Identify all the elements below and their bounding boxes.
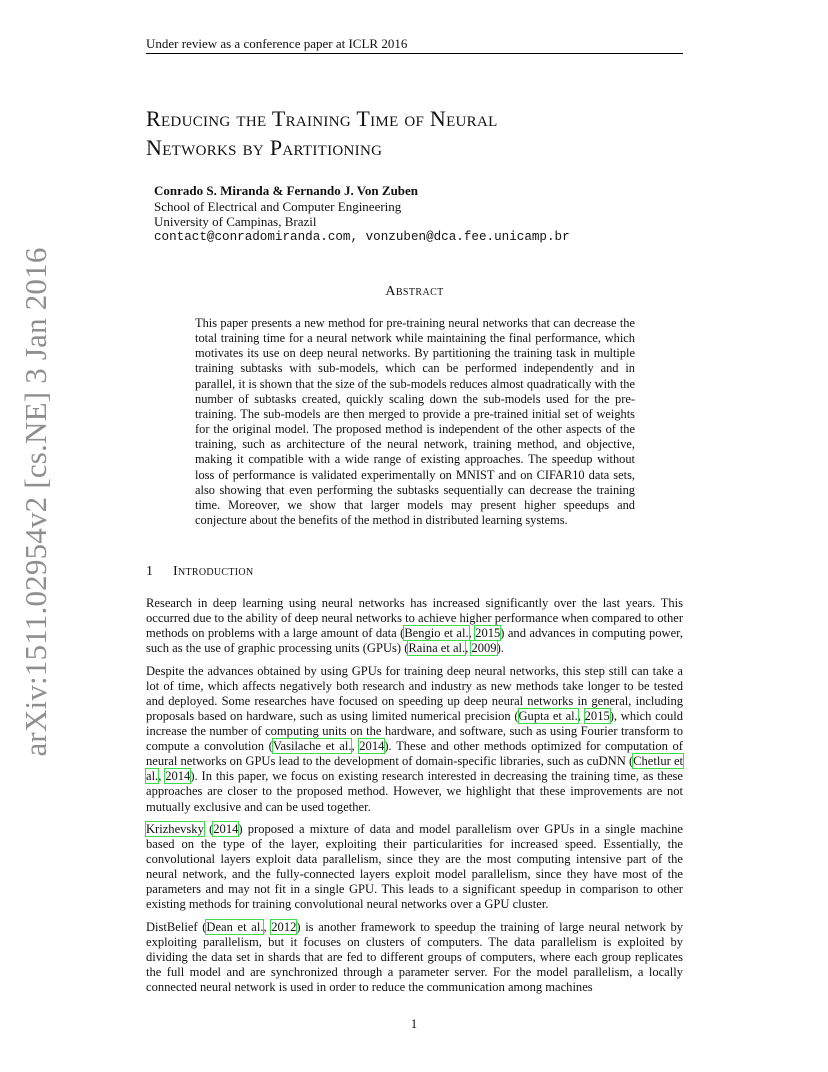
text-run: ). In this paper, we focus on existing research interested in decreasing the training time, as these approaches are closer to the proposed method. However, we highlight that these improvements are not mutually exclusive and can be used together. bbox=[146, 769, 683, 814]
text-run: ). bbox=[496, 641, 504, 656]
citation-link[interactable]: 2015 bbox=[475, 626, 501, 641]
text-run: Research in deep learning using neural networks has increased significantly over the last years. This occurred due to the ability of deep neural networks to achieve higher performance when compared to other methods on problems with a large amount of data ( bbox=[146, 596, 683, 641]
author-names: Conrado S. Miranda & Fernando J. Von Zuben bbox=[154, 183, 419, 198]
citation-link[interactable]: 2009 bbox=[471, 641, 497, 656]
citation-link[interactable]: 2012 bbox=[271, 919, 297, 934]
arxiv-identifier: arXiv:1511.02954v2 [cs.NE] 3 Jan 2016 bbox=[18, 247, 53, 757]
text-run: ) and advances in computing power, such as the use of graphic processing units (GPUs) ( bbox=[146, 626, 683, 656]
title-line-2: Networks by Partitioning bbox=[146, 135, 383, 160]
text-run: , bbox=[263, 919, 272, 934]
author-emails: contact@conradomiranda.com, vonzuben@dca.fee.unicamp.br bbox=[154, 229, 570, 244]
title-line-1: Reducing the Training Time of Neural bbox=[146, 106, 498, 131]
citation-link[interactable]: Dean et al. bbox=[206, 919, 264, 934]
running-head: Under review as a conference paper at ICLR 2016 bbox=[146, 36, 408, 51]
text-run: Despite the advances obtained by using GPUs for training deep neural networks, this step still can take a lot of time, which affects negatively both research and industry as new methods take longer to be tested and deployed. Some researches have focused on speeding up deep neural networks in general, including proposals based on hardware, such as using limited numerical precision ( bbox=[146, 663, 683, 723]
section-number: 1 bbox=[146, 564, 154, 579]
text-run: ( bbox=[203, 821, 214, 836]
affiliation-line-2: University of Campinas, Brazil bbox=[154, 214, 317, 229]
text-run: ) proposed a mixture of data and model parallelism over GPUs in a single machine based on the type of the layer, exploiting their particularities for increased speed. Essentially, the convolutional layers exploit data parallelism, since they are the most computing intensive part of the neural network, and the fully-connected layers exploit model parallelism, since they have most of the parameters and may not fit in a single GPU. This leads to a significant speedup in comparison to other existing methods for training convolutional neural networks over a GPU cluster. bbox=[146, 821, 683, 912]
text-run: ) is another framework to speedup the training of large neural network by exploiting parallelism, but it focuses on clusters of computers. The data parallelism is exploited by dividing the data set in shards that are fed to different groups of computers, where each group replicates the full model and are synchronized through a parameter server. For the model parallelism, a locally connected neural network is used in order to reduce the communication among machines bbox=[146, 919, 684, 995]
section-heading-introduction bbox=[146, 564, 253, 580]
affiliation-line-1: School of Electrical and Computer Engineering bbox=[154, 198, 402, 214]
abstract-text: This paper presents a new method for pre-training neural networks that can decrease the total training time for a neural network while maintaining the final performance, which motivates its use on deep neural networks. By partitioning the training task in multiple training subtasks with sub-models, which can be performed independently and in parallel, it is shown that the size of the sub-models reduces almost quadratically with the number of subtasks created, quickly scaling down the sub-models used for the pre-training. The sub-models are then merged to provide a pre-trained initial set of weights for the original model. The proposed method is independent of the other aspects of the training, such as architecture of the neural network, training method, and objective, making it compatible with a wide range of existing approaches. The speedup without loss of performance is validated experimentally on MNIST and on CIFAR10 data sets, also showing that even performing the subtasks sequentially can decrease the training time. Moreover, we show that larger models may present higher speedups and conjecture about the benefits of the method in distributed learning systems. bbox=[195, 316, 635, 528]
header-rule bbox=[146, 53, 683, 54]
section-title: Introduction bbox=[173, 564, 254, 579]
text-run: , bbox=[468, 626, 476, 641]
text-run: ), which could increase the number of computing units on the hardware, and software, such as using Fourier transform to compute a convolution ( bbox=[146, 708, 683, 754]
introduction-body bbox=[146, 596, 683, 1003]
text-run: , bbox=[465, 641, 472, 656]
citation-link[interactable]: Vasilache et al. bbox=[272, 739, 352, 754]
page-number: 1 bbox=[410, 1016, 418, 1031]
text-run: DistBelief ( bbox=[146, 919, 207, 934]
text-run: , bbox=[158, 769, 166, 784]
paper-title bbox=[146, 104, 686, 162]
paragraph-4 bbox=[146, 920, 683, 995]
citation-link[interactable]: 2014 bbox=[165, 769, 191, 784]
citation-link[interactable]: Chetlur et al. bbox=[146, 754, 683, 784]
citation-link[interactable]: Raina et al. bbox=[408, 641, 466, 656]
citation-link[interactable]: 2014 bbox=[359, 739, 385, 754]
citation-link[interactable]: 2015 bbox=[584, 708, 610, 723]
text-run: , bbox=[351, 739, 360, 754]
author-block bbox=[154, 183, 570, 245]
text-run: ). These and other methods optimized for computation of neural networks on GPUs lead to the development of domain-specific libraries, such as cuDNN ( bbox=[146, 739, 683, 769]
text-run: , bbox=[577, 708, 585, 723]
citation-link[interactable]: 2014 bbox=[213, 821, 239, 836]
paragraph-2 bbox=[146, 664, 683, 815]
citation-link[interactable]: Gupta et al. bbox=[518, 708, 578, 723]
citation-link[interactable]: Krizhevsky bbox=[146, 821, 204, 836]
paragraph-1 bbox=[146, 596, 683, 656]
citation-link[interactable]: Bengio et al. bbox=[404, 626, 469, 641]
abstract-heading: Abstract bbox=[385, 284, 444, 299]
paragraph-3 bbox=[146, 822, 683, 913]
